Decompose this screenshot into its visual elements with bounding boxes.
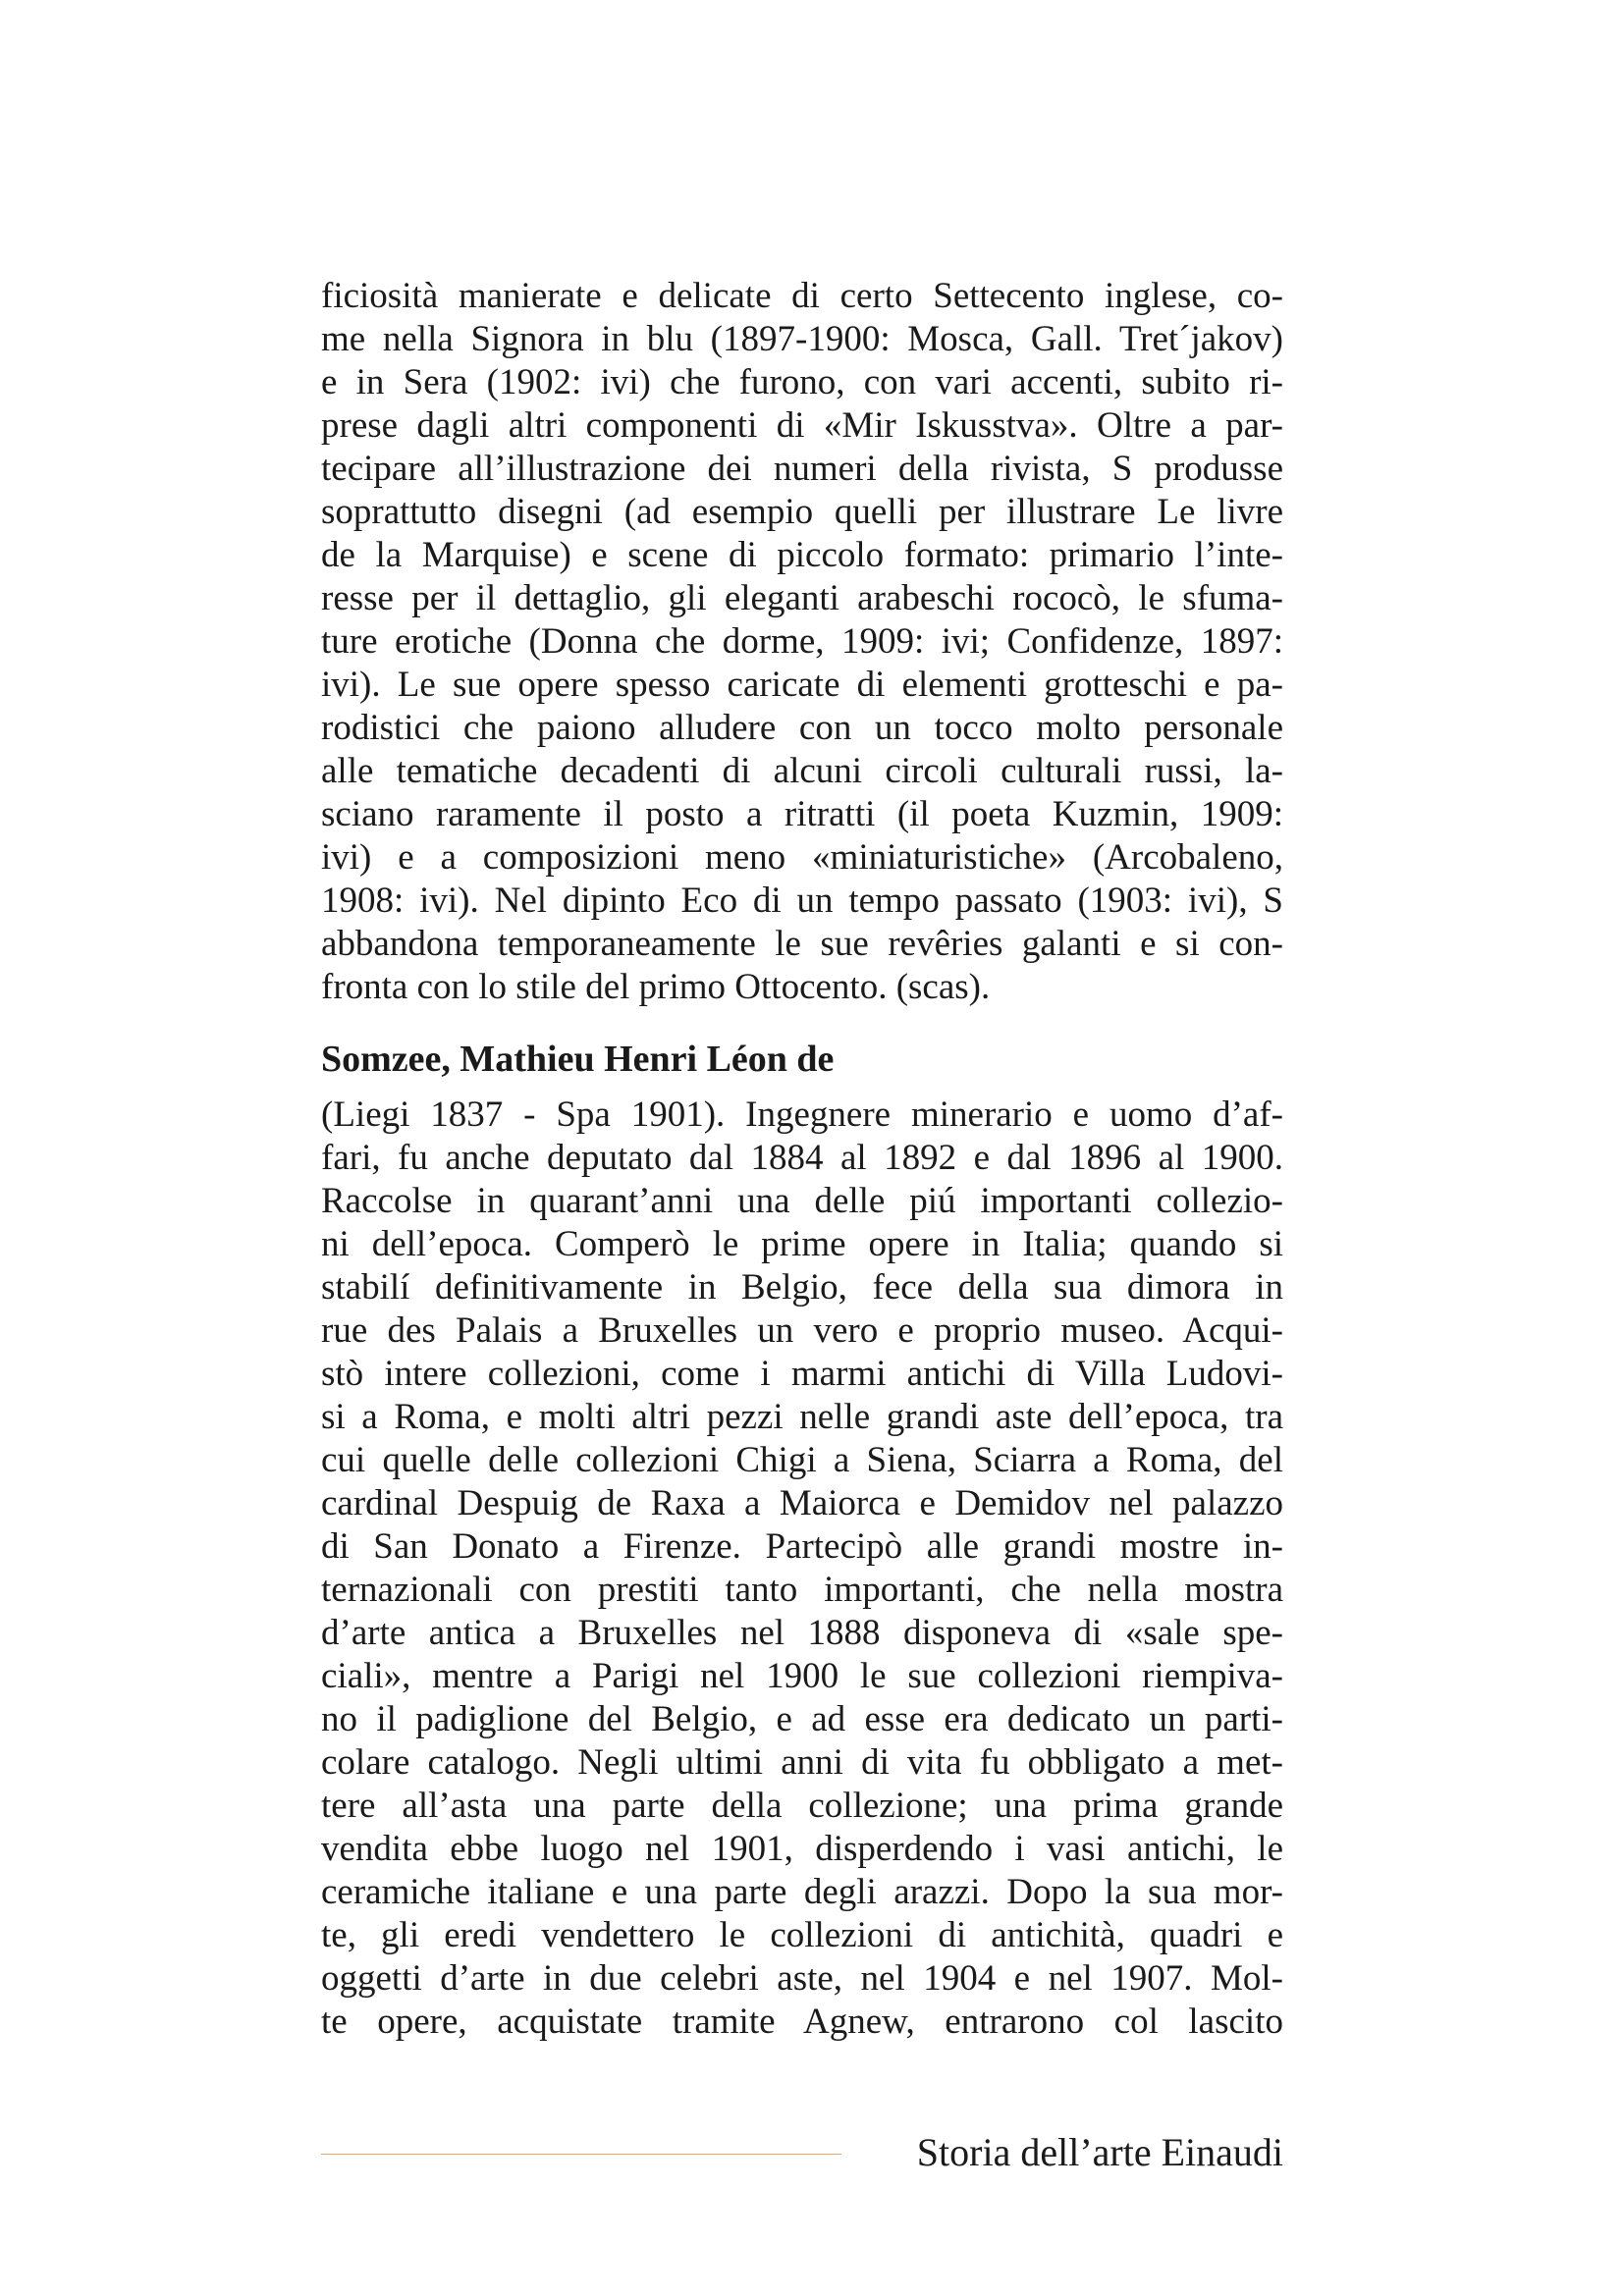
text-line: tere all’asta una parte della collezione; una prima grande — [321, 1786, 1283, 1826]
entry-heading: Somzee, Mathieu Henri Léon de — [321, 1039, 835, 1080]
footer-rule — [321, 2154, 841, 2155]
text-line: si a Roma, e molti altri pezzi nelle grandi aste dell’epoca, tra — [321, 1397, 1283, 1437]
text-line: fronta con lo stile del primo Ottocento. (scas). — [321, 967, 991, 1007]
text-line: (Liegi 1837 - Spa 1901). Ingegnere minerario e uomo d’af- — [321, 1095, 1283, 1135]
text-line: e in Sera (1902: ivi) che furono, con vari accenti, subito ri- — [321, 362, 1283, 402]
page-footer — [321, 2130, 1283, 2175]
text-line: ivi). Le sue opere spesso caricate di elementi grotteschi e pa- — [321, 665, 1283, 705]
text-line: no il padiglione del Belgio, e ad esse era dedicato un parti- — [321, 1699, 1283, 1739]
text-line: ni dell’epoca. Comperò le prime opere in Italia; quando si — [321, 1224, 1283, 1264]
text-line: ficiosità manierate e delicate di certo Settecento inglese, co- — [321, 276, 1283, 316]
text-line: cui quelle delle collezioni Chigi a Siena, Sciarra a Roma, del — [321, 1440, 1283, 1480]
text-line: tecipare all’illustrazione dei numeri della rivista, S produsse — [321, 449, 1283, 489]
text-line: di San Donato a Firenze. Partecipò alle grandi mostre in- — [321, 1526, 1283, 1567]
text-line: prese dagli altri componenti di «Mir Iskusstva». Oltre a par- — [321, 405, 1283, 446]
text-line: ciali», mentre a Parigi nel 1900 le sue collezioni riempiva- — [321, 1656, 1283, 1696]
text-line: cardinal Despuig de Raxa a Maiorca e Demidov nel palazzo — [321, 1483, 1283, 1523]
text-line: fari, fu anche deputato dal 1884 al 1892 e dal 1896 al 1900. — [321, 1138, 1283, 1178]
text-line: 1908: ivi). Nel dipinto Eco di un tempo passato (1903: ivi), S — [321, 881, 1283, 921]
text-line: ivi) e a composizioni meno «miniaturistiche» (Arcobaleno, — [321, 837, 1283, 878]
text-line: ceramiche italiane e una parte degli arazzi. Dopo la sua mor- — [321, 1872, 1283, 1912]
text-line: abbandona temporaneamente le sue revêries galanti e si con- — [321, 924, 1283, 964]
page-content — [321, 275, 1283, 2044]
text-line: ternazionali con prestiti tanto importanti, che nella mostra — [321, 1570, 1283, 1610]
text-line: sciano raramente il posto a ritratti (il poeta Kuzmin, 1909: — [321, 794, 1283, 834]
text-line: de la Marquise) e scene di piccolo formato: primario l’inte- — [321, 535, 1283, 575]
text-line: soprattutto disegni (ad esempio quelli per illustrare Le livre — [321, 492, 1283, 532]
entry-continuation-paragraph — [321, 275, 1283, 1009]
text-line: stabilí definitivamente in Belgio, fece della sua dimora in — [321, 1267, 1283, 1308]
text-line: oggetti d’arte in due celebri aste, nel 1904 e nel 1907. Mol- — [321, 1958, 1283, 1999]
text-line: te opere, acquistate tramite Agnew, entrarono col lascito — [321, 2002, 1283, 2042]
text-line: colare catalogo. Negli ultimi anni di vita fu obbligato a met- — [321, 1742, 1283, 1783]
text-line: vendita ebbe luogo nel 1901, disperdendo i vasi antichi, le — [321, 1829, 1283, 1869]
text-line: stò intere collezioni, come i marmi antichi di Villa Ludovi- — [321, 1354, 1283, 1394]
text-line: rue des Palais a Bruxelles un vero e proprio museo. Acqui- — [321, 1310, 1283, 1351]
text-line: alle tematiche decadenti di alcuni circoli culturali russi, la- — [321, 751, 1283, 791]
text-line: ture erotiche (Donna che dorme, 1909: ivi; Confidenze, 1897: — [321, 621, 1283, 662]
text-line: d’arte antica a Bruxelles nel 1888 disponeva di «sale spe- — [321, 1613, 1283, 1653]
text-line: Raccolse in quarant’anni una delle piú importanti collezio- — [321, 1181, 1283, 1221]
text-line: resse per il dettaglio, gli eleganti arabeschi rococò, le sfuma- — [321, 578, 1283, 618]
text-line: te, gli eredi vendettero le collezioni di antichità, quadri e — [321, 1915, 1283, 1955]
text-line: rodistici che paiono alludere con un tocco molto personale — [321, 708, 1283, 748]
text-line: me nella Signora in blu (1897-1900: Mosca, Gall. Tret´jakov) — [321, 319, 1283, 359]
entry-body-paragraph — [321, 1094, 1283, 2044]
footer-title: Storia dell’arte Einaudi — [916, 2130, 1283, 2174]
